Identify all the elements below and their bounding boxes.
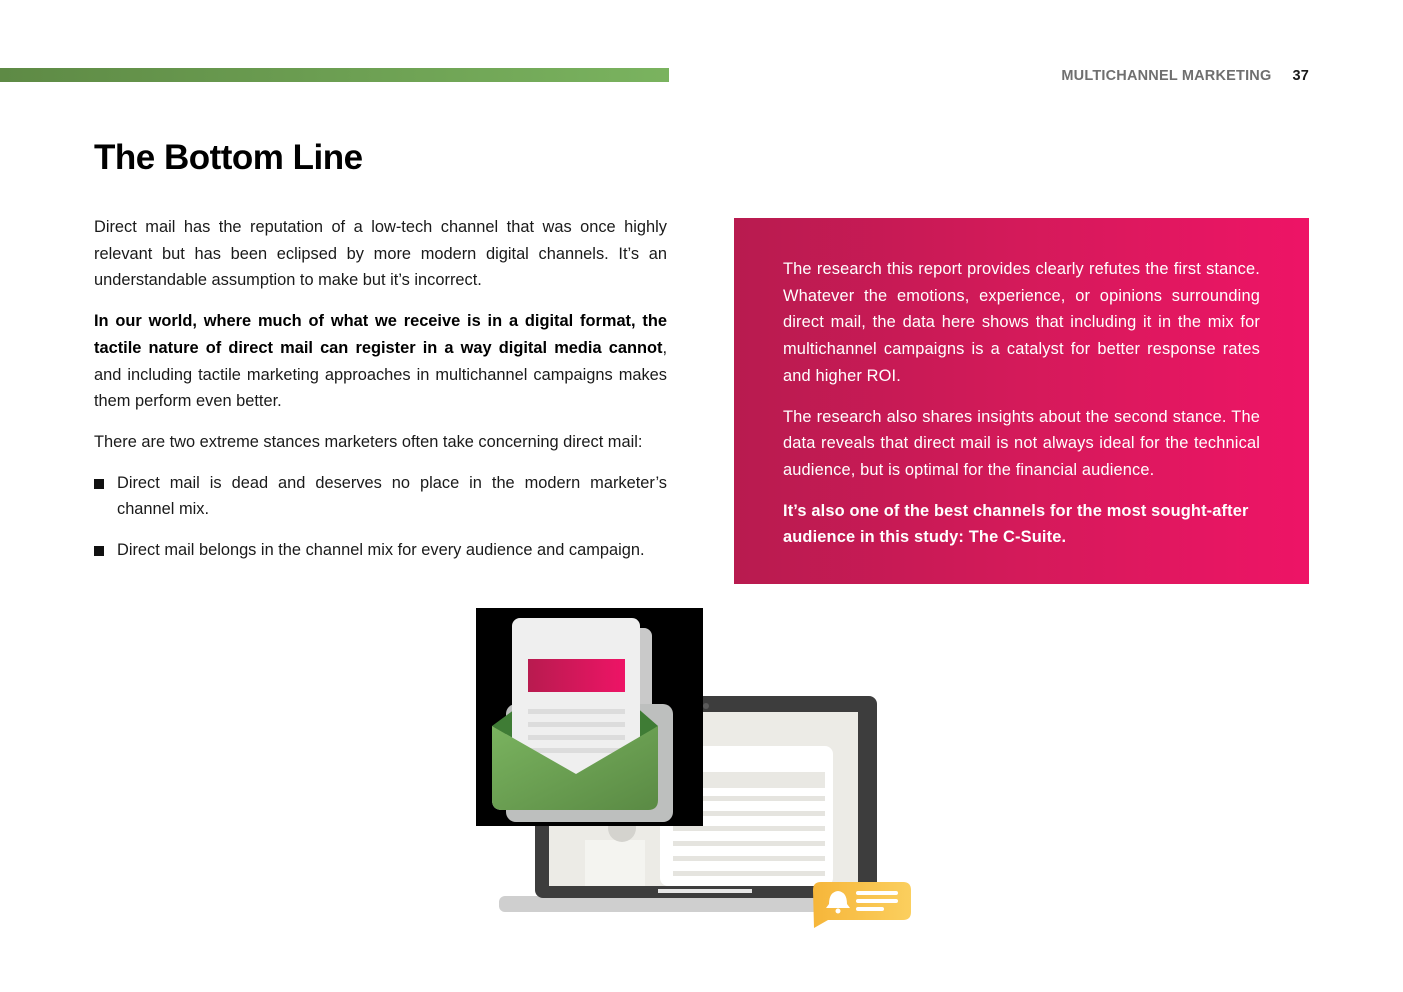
list-item: [94, 537, 667, 564]
envelope-icon: [476, 608, 703, 826]
list-item-text: Direct mail belongs in the channel mix for every audience and campaign.: [117, 541, 645, 560]
stance-list: [94, 470, 667, 564]
page-number: 37: [1292, 68, 1309, 84]
square-bullet-icon: [94, 479, 104, 489]
list-item-text: Direct mail is dead and deserves no place in the modern marketer’s channel mix.: [117, 473, 667, 519]
direct-mail-illustration: [470, 600, 920, 935]
section-label: MULTICHANNEL MARKETING: [1061, 68, 1272, 84]
page-header: [1061, 66, 1309, 86]
body-text: , and including tactile marketing approaches in multichannel campaigns makes them perform even better.: [94, 338, 667, 411]
square-bullet-icon: [94, 546, 104, 556]
list-item: [94, 470, 667, 523]
callout-paragraph: The research also shares insights about the second stance. The data reveals that direct mail is not always ideal for the technical audience, but is optimal for the financial audience.: [783, 407, 1260, 479]
emphasis-text: In our world, where much of what we receive is in a digital format, the tactile nature of direct mail can register in a way digital media cannot: [94, 312, 667, 357]
callout-paragraph: The research this report provides clearly refutes the first stance. Whatever the emotions, experience, or opinions surrounding direct mail, the data here shows that including it in the mix for multichannel campaigns is a catalyst for better response rates and higher ROI.: [783, 260, 1260, 385]
body-paragraph-emphasis: [94, 308, 667, 415]
notification-bell-icon: [813, 882, 911, 928]
callout-box: [734, 218, 1309, 584]
body-paragraph: Direct mail has the reputation of a low-tech channel that was once highly relevant but has been eclipsed by more modern digital channels. It’s an understandable assumption to make but it’s incorrect.: [94, 218, 667, 290]
body-left-column: [94, 214, 667, 578]
body-paragraph: There are two extreme stances marketers often take concerning direct mail:: [94, 432, 643, 451]
header-accent-bar: [0, 68, 669, 82]
page-title: The Bottom Line: [94, 138, 363, 177]
callout-emphasis: It’s also one of the best channels for the most sought-after audience in this study: The C-Suite.: [783, 501, 1249, 547]
